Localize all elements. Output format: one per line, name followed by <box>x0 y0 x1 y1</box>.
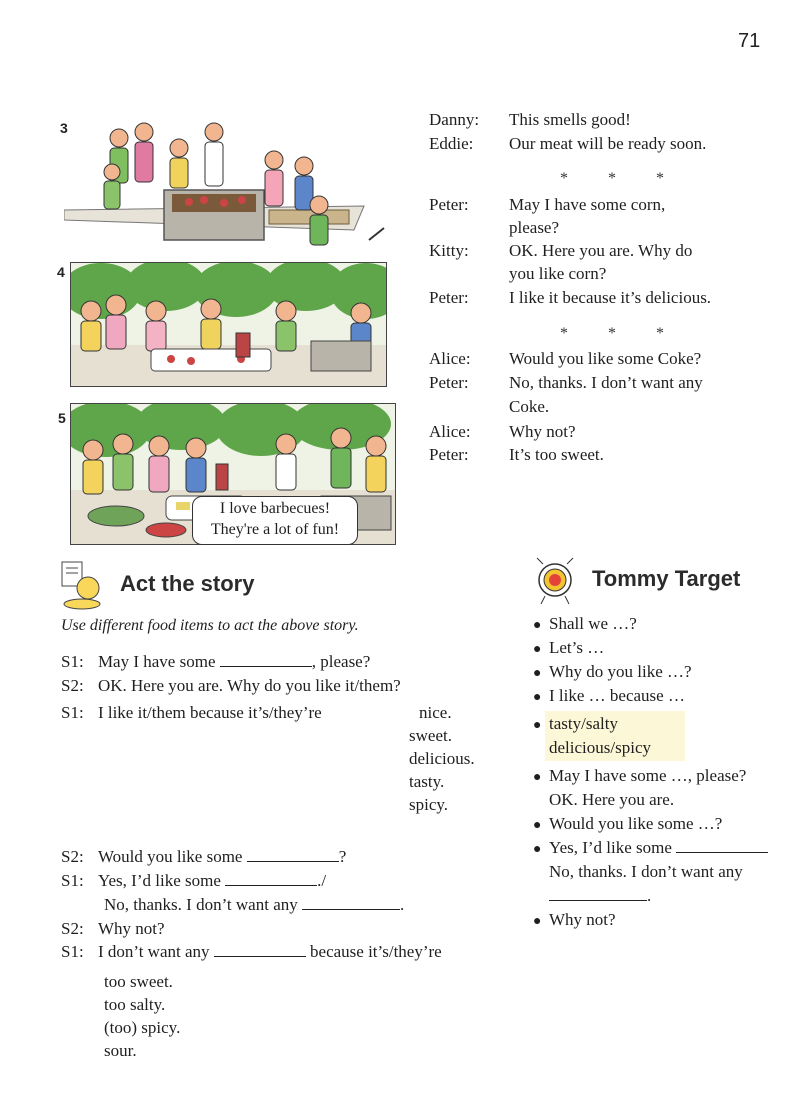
bullet-icon: ● <box>533 666 542 681</box>
line-text: ./ <box>317 871 327 890</box>
speaker: S2: <box>61 919 84 938</box>
target-item <box>549 836 799 859</box>
option-item: too sweet. <box>104 972 173 991</box>
option-list <box>409 701 475 816</box>
practice-line <box>104 893 404 916</box>
option-item: too salty. <box>104 995 166 1014</box>
speaker: S1: <box>61 652 84 671</box>
bullet-icon: ● <box>533 690 542 705</box>
line-text: I don’t want any <box>97 942 210 961</box>
target-item: Why not? <box>549 910 616 929</box>
answer-blank[interactable] <box>676 838 768 853</box>
speaker: Peter: <box>429 445 469 464</box>
act-story-icon <box>58 560 108 610</box>
target-item: No, thanks. I don’t want any <box>549 862 743 881</box>
bullet-icon: ● <box>533 618 542 633</box>
barbecue-illustration-4 <box>70 262 387 387</box>
target-item: . <box>549 884 651 907</box>
line-text: Why not? <box>97 919 165 938</box>
bullet-icon: ● <box>533 718 542 733</box>
answer-blank[interactable] <box>302 895 400 910</box>
line-text: you like corn? <box>509 264 607 283</box>
line-text: No, thanks. I don’t want any <box>104 895 298 914</box>
speaker: S2: <box>61 847 84 866</box>
speaker: S1: <box>61 871 84 890</box>
answer-blank[interactable] <box>549 886 647 901</box>
line-text: Would you like some Coke? <box>509 349 702 368</box>
practice-line <box>61 940 442 963</box>
answer-blank[interactable] <box>220 652 312 667</box>
target-item: Why do you like …? <box>549 662 692 681</box>
answer-blank[interactable] <box>247 847 339 862</box>
line-text: I like it because it’s delicious. <box>509 288 712 307</box>
line-text: I like it/them because it’s/they’re <box>97 703 322 722</box>
speech-line: I love barbecues! <box>219 500 331 517</box>
speech-line: They're a lot of fun! <box>210 521 340 538</box>
option-item: delicious. <box>409 749 475 768</box>
act-story-title: Act the story <box>120 571 255 596</box>
line-text: . <box>400 895 405 914</box>
separator-stars: * * * <box>560 325 682 342</box>
target-item: delicious/spicy <box>549 738 651 757</box>
bullet-icon: ● <box>533 818 542 833</box>
separator-stars: * * * <box>560 170 682 187</box>
bullet-icon: ● <box>533 770 542 785</box>
target-item: May I have some …, please? <box>549 766 747 785</box>
line-text: because it’s/they’re <box>310 942 442 961</box>
target-item: I like … because … <box>549 686 685 705</box>
speaker: Peter: <box>429 195 469 214</box>
picture-number: 4 <box>57 264 65 280</box>
target-item: Shall we …? <box>549 614 637 633</box>
practice-line <box>61 845 346 868</box>
answer-blank[interactable] <box>214 942 306 957</box>
picture-number: 3 <box>60 120 68 136</box>
target-item: tasty/salty <box>549 714 618 733</box>
line-text: May I have some <box>97 652 216 671</box>
act-story-instruction: Use different food items to act the above story. <box>61 617 359 634</box>
practice-line <box>61 701 322 724</box>
picture-number: 5 <box>58 410 66 426</box>
line-text: Would you like some <box>97 847 243 866</box>
option-item: sweet. <box>409 726 452 745</box>
speaker: Danny: <box>429 110 480 129</box>
practice-line <box>61 869 326 892</box>
target-item: Would you like some …? <box>549 814 723 833</box>
line-text: May I have some corn, <box>509 195 666 214</box>
barbecue-illustration-3 <box>64 110 394 250</box>
speech-bubble <box>192 496 358 545</box>
option-item: tasty. <box>409 772 445 791</box>
line-text: Yes, I’d like some <box>549 838 672 857</box>
speaker: Alice: <box>429 422 471 441</box>
answer-blank[interactable] <box>225 871 317 886</box>
speaker: S1: <box>61 703 84 722</box>
speaker: Alice: <box>429 349 471 368</box>
line-text: , please? <box>311 652 371 671</box>
speaker: Kitty: <box>429 241 469 260</box>
practice-line <box>61 674 401 697</box>
target-item: Let’s … <box>549 638 605 657</box>
bullet-icon: ● <box>533 842 542 857</box>
option-list <box>104 970 180 1062</box>
speaker: Peter: <box>429 373 469 392</box>
line-text: Why not? <box>509 422 576 441</box>
option-item: sour. <box>104 1041 137 1060</box>
line-text: This smells good! <box>509 110 631 129</box>
line-text: OK. Here you are. Why do you like it/them? <box>97 676 401 695</box>
line-text: please? <box>509 218 560 237</box>
option-item: nice. <box>419 703 452 722</box>
line-text: No, thanks. I don’t want any <box>509 373 703 392</box>
page-number: 71 <box>738 30 761 52</box>
practice-line <box>61 650 370 673</box>
speaker: Eddie: <box>429 134 474 153</box>
bullet-icon: ● <box>533 914 542 929</box>
target-item: OK. Here you are. <box>549 790 675 809</box>
line-text: ? <box>338 847 347 866</box>
line-text: It’s too sweet. <box>509 445 604 464</box>
line-text: Yes, I’d like some <box>97 871 221 890</box>
tommy-target-title: Tommy Target <box>592 566 741 591</box>
option-item: spicy. <box>409 795 449 814</box>
practice-line <box>61 917 165 940</box>
speaker: Peter: <box>429 288 469 307</box>
speaker: S2: <box>61 676 84 695</box>
target-icon <box>525 556 585 606</box>
bullet-icon: ● <box>533 642 542 657</box>
speaker: S1: <box>61 942 84 961</box>
line-text: OK. Here you are. Why do <box>509 241 693 260</box>
option-item: (too) spicy. <box>104 1018 181 1037</box>
line-text: Coke. <box>509 397 550 416</box>
line-text: Our meat will be ready soon. <box>509 134 707 153</box>
